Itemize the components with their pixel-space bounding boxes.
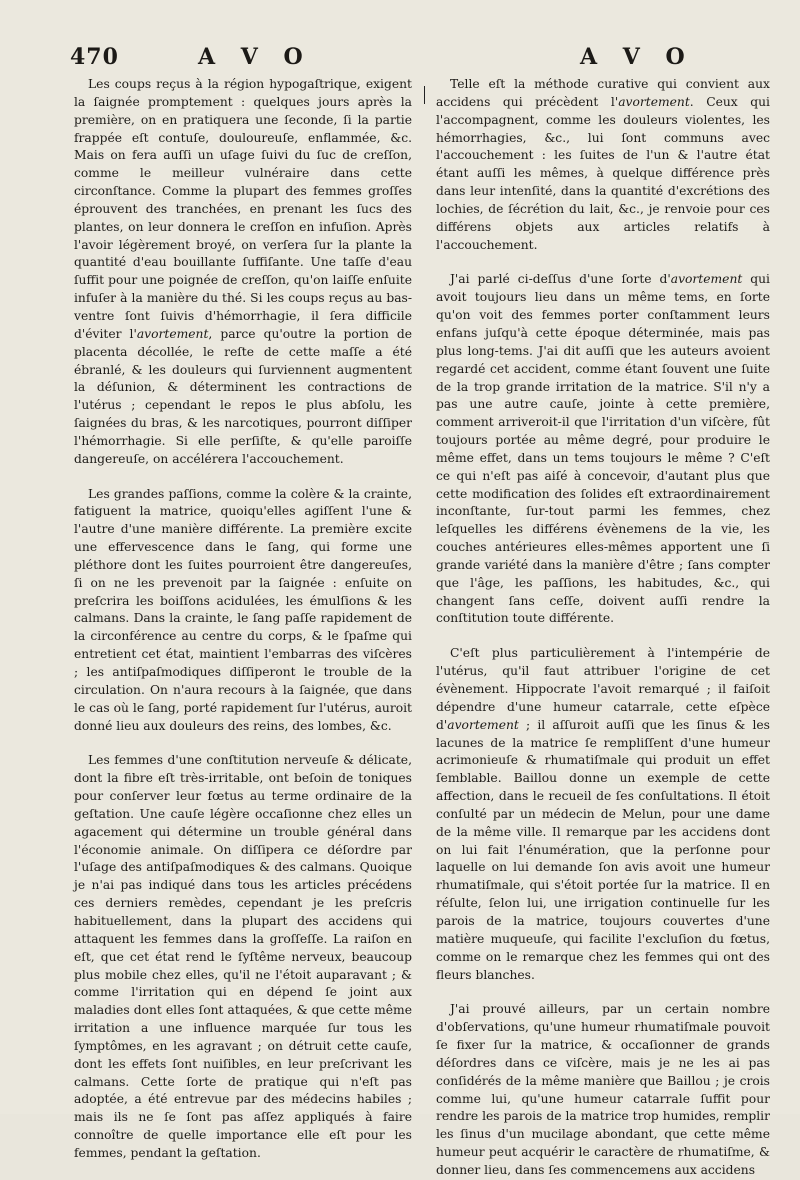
paragraph: Les femmes d'une conſtitution nerveuſe & délicate, dont la fibre eſt très-irritable, ont beſoin de toniques pour conſerver leur fœtus au terme ordinaire de la geſtation. Une cauſe légère occaſionne chez elles un agacement qui détermine un trouble général dans l'économie animale. On diſſipera ce déſordre par l'uſage des antiſpaſmodiques & des calmans. Quoique je n'ai pas indiqué dans tous les articles précédens ces derniers remèdes, cependant je les preſcris habituellement, dans la plupart des accidens qui attaquent les femmes dans la groſſeſſe. La raiſon en eſt, que cet état rend le ſyſtême nerveux, beaucoup plus mobile chez elles, qu'il ne l'étoit auparavant ; & comme l'irritation qui en dépend ſe joint aux maladies dont elles ſont attaquées, & que cette même irritation a une influence marquée ſur tous les ſymptômes, en les agravant ; on détruit cette cauſe, dont les effets ſont nuiſibles, en leur preſcrivant les calmans. Cette ſorte de pratique qui n'eſt pas adoptée, a été entrevue par des médecins habiles ; mais ils ne ſe ſont pas aſſez appliqués à faire connoître de quelle importance elle eſt pour les femmes, pendant la geſtation. bbox=[74, 753, 412, 1160]
paragraph: Les grandes paſſions, comme la colère & la crainte, fatiguent la matrice, quoiqu'elles agiſſent l'une & l'autre d'une manière différente. La première excite une effervescence dans le ſang, qui forme une pléthore dont les ſuites pourroient être dangereuſes, ſi on ne les prevenoit par la ſaignée : enſuite on preſcrira les boiſſons acidulées, les émulſions & les calmans. Dans la crainte, le ſang paſſe rapidement de la circonférence au centre du corps, & le ſpaſme qui entretient cet état, maintient l'embarras des viſcères ; les antiſpaſmodiques diſſiperont le trouble de la circulation. On n'aura recours à la ſaignée, que dans le cas où le ſang, porté rapidement ſur l'utérus, auroit donné lieu aux douleurs des reins, des lombes, &c. bbox=[74, 486, 412, 733]
running-head bbox=[0, 44, 800, 74]
paragraph: J'ai parlé ci-deſſus d'une ſorte d'avortement qui avoit toujours lieu dans un même tems, en ſorte qu'on voit des femmes porter conſtamment leurs enfans juſqu'à cette époque déterminée, mais pas plus long-tems. J'ai dit auſſi que les auteurs avoient regardé cet accident, comme étant ſouvent une ſuite de la trop grande irritation de la matrice. S'il n'y a pas une autre cauſe, jointe à cette première, comment arriveroit-il que l'irritation d'un viſcère, fût toujours portée au même degré, pour produire le même effet, dans un tems toujours le même ? C'eſt ce qui n'eſt pas aiſé à concevoir, d'autant plus que cette modification des ſolides eſt extraordinairement inconſtante, ſur-tout parmi les femmes, chez leſquelles les différens évènemens de la vie, les couches antérieures elles-mêmes apportent une ſi grande variété dans la manière d'être ; ſans compter que l'âge, les paſſions, les habitudes, &c., qui changent ſans ceſſe, doivent auſſi rendre la conſtitution toute différente. bbox=[436, 272, 770, 626]
paragraph: C'eſt plus particulièrement à l'intempérie de l'utérus, qu'il faut attribuer l'origine de cet évènement. Hippocrate l'avoit remarqué ; il faiſoit dépendre d'une humeur catarrale, cette eſpèce d'avortement ; il aſſuroit auſſi que les ſinus & les lacunes de la matrice ſe rempliſſent d'une humeur acrimonieuſe & rhumatiſmale qui produit un effet ſemblable. Baillou donne un exemple de cette affection, dans le recueil de ſes conſultations. Il étoit conſulté par un médecin de Melun, pour une dame de la même ville. Il remarque par les accidens dont on lui fait l'énumération, que la perſonne pour laquelle on lui demande ſon avis avoit une humeur rhumatiſmale, qui s'étoit portée ſur la matrice. Il en réſulte, ſelon lui, une irrigation continuelle ſur les parois de la matrice, toujours couvertes d'une matière muqueuſe, qui facilite l'excluſion du fœtus, comme on le remarque chez les femmes qui ont des fleurs blanches. bbox=[436, 646, 770, 982]
paragraph: Les coups reçus à la région hypogaſtrique, exigent la ſaignée promptement : quelques jours après la première, on en pratiquera une ſeconde, ſi la partie frappée eſt contuſe, douloureuſe, enflammée, &c. Mais on fera auſſi un uſage ſuivi du ſuc de creſſon, comme le meilleur vulnéraire dans cette circonſtance. Comme la plupart des femmes groſſes éprouvent des tranchées, en prenant les ſucs des plantes, on leur donnera le creſſon en infuſion. Après l'avoir légèrement broyé, on verſera ſur la plante la quantité d'eau bouillante ſuffiſante. Une taſſe d'eau ſuffit pour une poignée de creſſon, qu'on laiſſe enſuite infuſer à la manière du thé. Si les coups reçus au bas-ventre ſont ſuivis d'hémorrhagie, il ſera difficile d'éviter l'avortement, parce qu'outre la portion de placenta décollée, le reſte de cette maſſe a été ébranlé, & les douleurs qui ſurviennent augmentent la déſunion, & déterminent les contractions de l'utérus ; cependant le repos le plus abſolu, les ſaignées du bras, & les narcotiques, pourront diſſiper l'hémorrhagie. Si elle perſiſte, & qu'elle paroiſſe dangereuſe, on accélérera l'accouchement. bbox=[74, 77, 412, 466]
page-number: 470 bbox=[70, 44, 119, 70]
paragraph: Telle eſt la méthode curative qui convient aux accidens qui précèdent l'avortement. Ceux qui l'accompagnent, comme les douleurs violentes, les hémorrhagies, &c., lui ſont communs avec l'accouchement : les ſuites de l'un & l'autre état étant auſſi les mêmes, à quelque différence près dans leur intenſité, dans la quantité d'excrétions des lochies, de ſécrétion du lait, &c., je renvoie pour ces différens objets aux articles relatifs à l'accouchement. bbox=[436, 77, 770, 252]
left-column bbox=[74, 76, 412, 1163]
column-rule bbox=[424, 86, 425, 104]
right-column bbox=[436, 76, 770, 1180]
running-head-left: A V O bbox=[198, 44, 312, 70]
running-head-right: A V O bbox=[580, 44, 694, 70]
paragraph: J'ai prouvé ailleurs, par un certain nombre d'obſervations, qu'une humeur rhumatiſmale pouvoit ſe fixer ſur la matrice, & occaſionner de grands déſordres dans ce viſcère, mais je ne les ai pas conſidérés de la même manière que Baillou ; je crois comme lui, qu'une humeur catarrale ſuffit pour rendre les parois de la matrice trop humides, remplir les ſinus d'un mucilage abondant, que cette même humeur peut acquérir le caractère de rhumatiſme, & donner lieu, dans ſes commencemens aux accidens bbox=[436, 1002, 770, 1177]
